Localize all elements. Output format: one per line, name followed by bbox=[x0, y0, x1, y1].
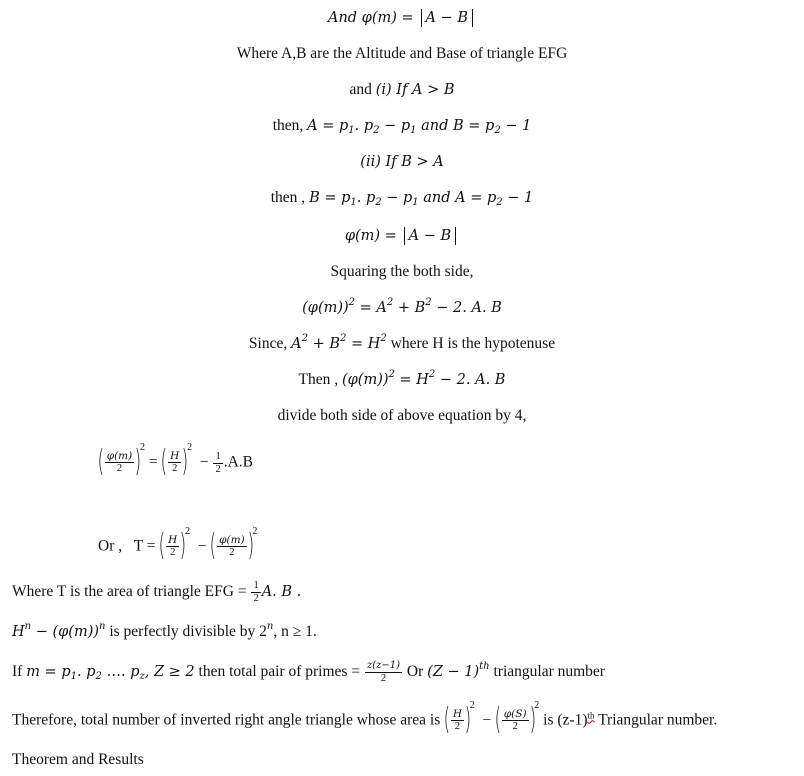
pythagoras-formula: $A^2 + B^2 = H^2$ bbox=[291, 333, 387, 352]
abs-a-minus-b: A − B bbox=[421, 9, 474, 27]
exp-2b: 2 bbox=[187, 442, 193, 453]
hypotenuse-text: where H is the hypotenuse bbox=[390, 335, 556, 352]
therefore-mid: is (z-1) bbox=[543, 711, 588, 729]
case-one-prefix: and bbox=[349, 81, 372, 98]
m-product: $m = p_1$. $p_2$ …. $p_z$, Z ≥ 2 bbox=[26, 664, 195, 682]
section-heading-theorem: Theorem and Results bbox=[12, 751, 144, 768]
eq-phi-abs bbox=[0, 226, 804, 246]
or-prefix: Or , bbox=[98, 537, 123, 555]
since-prefix: Since, bbox=[248, 335, 288, 352]
exp-2f: 2 bbox=[534, 700, 540, 711]
text-divisibility: $H^n - (\varphi(m))^n$ is perfectly divisible by 2$^n$, n ≥ 1. bbox=[12, 621, 317, 640]
case-one-condition bbox=[0, 80, 804, 100]
divisibility-end: , n ≥ 1. bbox=[273, 623, 317, 640]
eq-phi-abs-lhs: φ(m) = bbox=[344, 228, 397, 244]
text-squaring: Squaring the both side, bbox=[330, 263, 474, 280]
text-altitude-base: Where A,B are the Altitude and Base of triangle EFG bbox=[236, 45, 568, 62]
frac-z-num: z(z−1) bbox=[366, 659, 401, 671]
text-divide: divide both side of above equation by 4, bbox=[277, 407, 527, 424]
frac-half-num: 1 bbox=[215, 450, 221, 462]
or-text: Or bbox=[406, 663, 424, 680]
paren-phi-over-2: ( $\frac{\varphi(m)}{2}$ )$^2$ bbox=[97, 442, 145, 480]
text-therefore: Therefore, total number of inverted right angle triangle whose area is ( $\frac{H}{2}$ )$^2$ − ( $\frac{\varphi(S)}{2}$ )$^2$ is $(z-1)^{th}$ Triangular number. bbox=[12, 700, 718, 738]
frac-half-num-b: 1 bbox=[253, 580, 259, 591]
frac-phi-num-b: φ(m) bbox=[219, 533, 245, 546]
frac-h-den-c: 2 bbox=[454, 720, 461, 732]
then-formula: $(\varphi(m))^2 = H^2 - 2$. A. B bbox=[342, 369, 506, 388]
exp-2c: 2 bbox=[185, 526, 191, 537]
frac-h-num-c: H bbox=[452, 707, 462, 720]
frac-z-den: 2 bbox=[380, 672, 387, 684]
frac-phis-den: 2 bbox=[512, 720, 518, 732]
frac-h-num-b: H bbox=[168, 533, 178, 546]
eq-squared bbox=[0, 298, 804, 318]
divisibility-text: is perfectly divisible by 2 bbox=[109, 623, 267, 640]
paren-phi-s-over-2: ( $\frac{\varphi(S)}{2}$ )$^2$ bbox=[494, 700, 540, 738]
z-minus-one: $(Z - 1)^{th}$ bbox=[427, 661, 490, 680]
eq-squared-formula: $(\varphi(m))^2 = A^2 + B^2 - 2$. A. B bbox=[302, 297, 502, 316]
paren-phi-over-2-b: ( $\frac{\varphi(m)}{2}$ )$^2$ bbox=[210, 526, 258, 564]
case-two-condition bbox=[0, 152, 804, 172]
case-one-result bbox=[0, 116, 804, 136]
paren-h-over-2-b: ( $\frac{H}{2}$ )$^2$ bbox=[159, 526, 191, 564]
pairs-text: then total pair of primes = bbox=[198, 663, 361, 680]
eq-phi-lhs: And φ(m) = bbox=[327, 10, 414, 26]
frac-one-half bbox=[213, 451, 222, 476]
frac-half-den-b: 2 bbox=[253, 593, 259, 604]
therefore-end: Triangular number. bbox=[598, 711, 718, 729]
frac-h-den-b: 2 bbox=[170, 546, 176, 558]
frac-phi-den: 2 bbox=[116, 462, 123, 474]
frac-z-choose-2 bbox=[365, 660, 402, 685]
exp-2a: 2 bbox=[139, 442, 145, 453]
frac-h-den: 2 bbox=[172, 462, 178, 474]
abs-a-minus-b-2: A − B bbox=[404, 227, 457, 245]
eq-area-t: Or , T = ( $\frac{H}{2}$ )$^2$ − ( $\frac{\varphi(m)}{2}$ )$^2$ bbox=[98, 526, 258, 564]
then-prefix: Then , bbox=[298, 371, 339, 388]
exp-2d: 2 bbox=[252, 526, 258, 537]
eq-phi-definition bbox=[0, 8, 804, 28]
text-area-definition bbox=[12, 580, 301, 605]
therefore-th: th bbox=[587, 710, 595, 721]
triangular-text: triangular number bbox=[493, 663, 605, 680]
frac-phi-num: φ(m) bbox=[106, 449, 133, 462]
eq-then-squared bbox=[0, 370, 804, 390]
case-two-formula: $B = p_1$. $p_2 - p_1$ and $A = p_2 - 1$ bbox=[309, 190, 534, 208]
frac-one-half-b bbox=[251, 580, 260, 605]
frac-phi-den-b: 2 bbox=[229, 546, 235, 558]
paren-h-over-2-c: ( $\frac{H}{2}$ )$^2$ bbox=[443, 700, 475, 738]
case-one-expr: (i) If A > B bbox=[375, 82, 455, 98]
case-one-then: then, bbox=[272, 117, 304, 134]
eq-divided-tail: .A.B bbox=[223, 453, 253, 471]
if-prefix: If bbox=[12, 663, 23, 680]
paren-h-over-2: ( $\frac{H}{2}$ )$^2$ bbox=[161, 442, 193, 480]
case-one-formula: $A = p_1$. $p_2 - p_1$ and $B = p_2 - 1$ bbox=[307, 118, 532, 136]
case-two-then: then , bbox=[270, 189, 306, 206]
case-two-expr: (ii) If B > A bbox=[360, 154, 444, 170]
frac-phis-num: φ(S) bbox=[503, 707, 527, 720]
text-pairs-of-primes bbox=[12, 658, 605, 686]
frac-half-den: 2 bbox=[215, 463, 221, 475]
area-tail: A. B . bbox=[261, 584, 302, 601]
therefore-prefix: Therefore, total number of inverted right angle triangle whose area is bbox=[12, 711, 441, 729]
frac-h-num: H bbox=[170, 449, 180, 462]
divisibility-formula: $H^n - (\varphi(m))^n$ bbox=[12, 621, 106, 640]
area-prefix: Where T is the area of triangle EFG = bbox=[12, 583, 247, 601]
case-two-result bbox=[0, 188, 804, 208]
exp-2e: 2 bbox=[469, 700, 475, 711]
eq-divided: ( $\frac{\varphi(m)}{2}$ )$^2$ = ( $\frac{H}{2}$ )$^2$ − $\frac{1}{2}$ .A.B bbox=[97, 442, 253, 480]
eq-pythagoras bbox=[0, 334, 804, 354]
